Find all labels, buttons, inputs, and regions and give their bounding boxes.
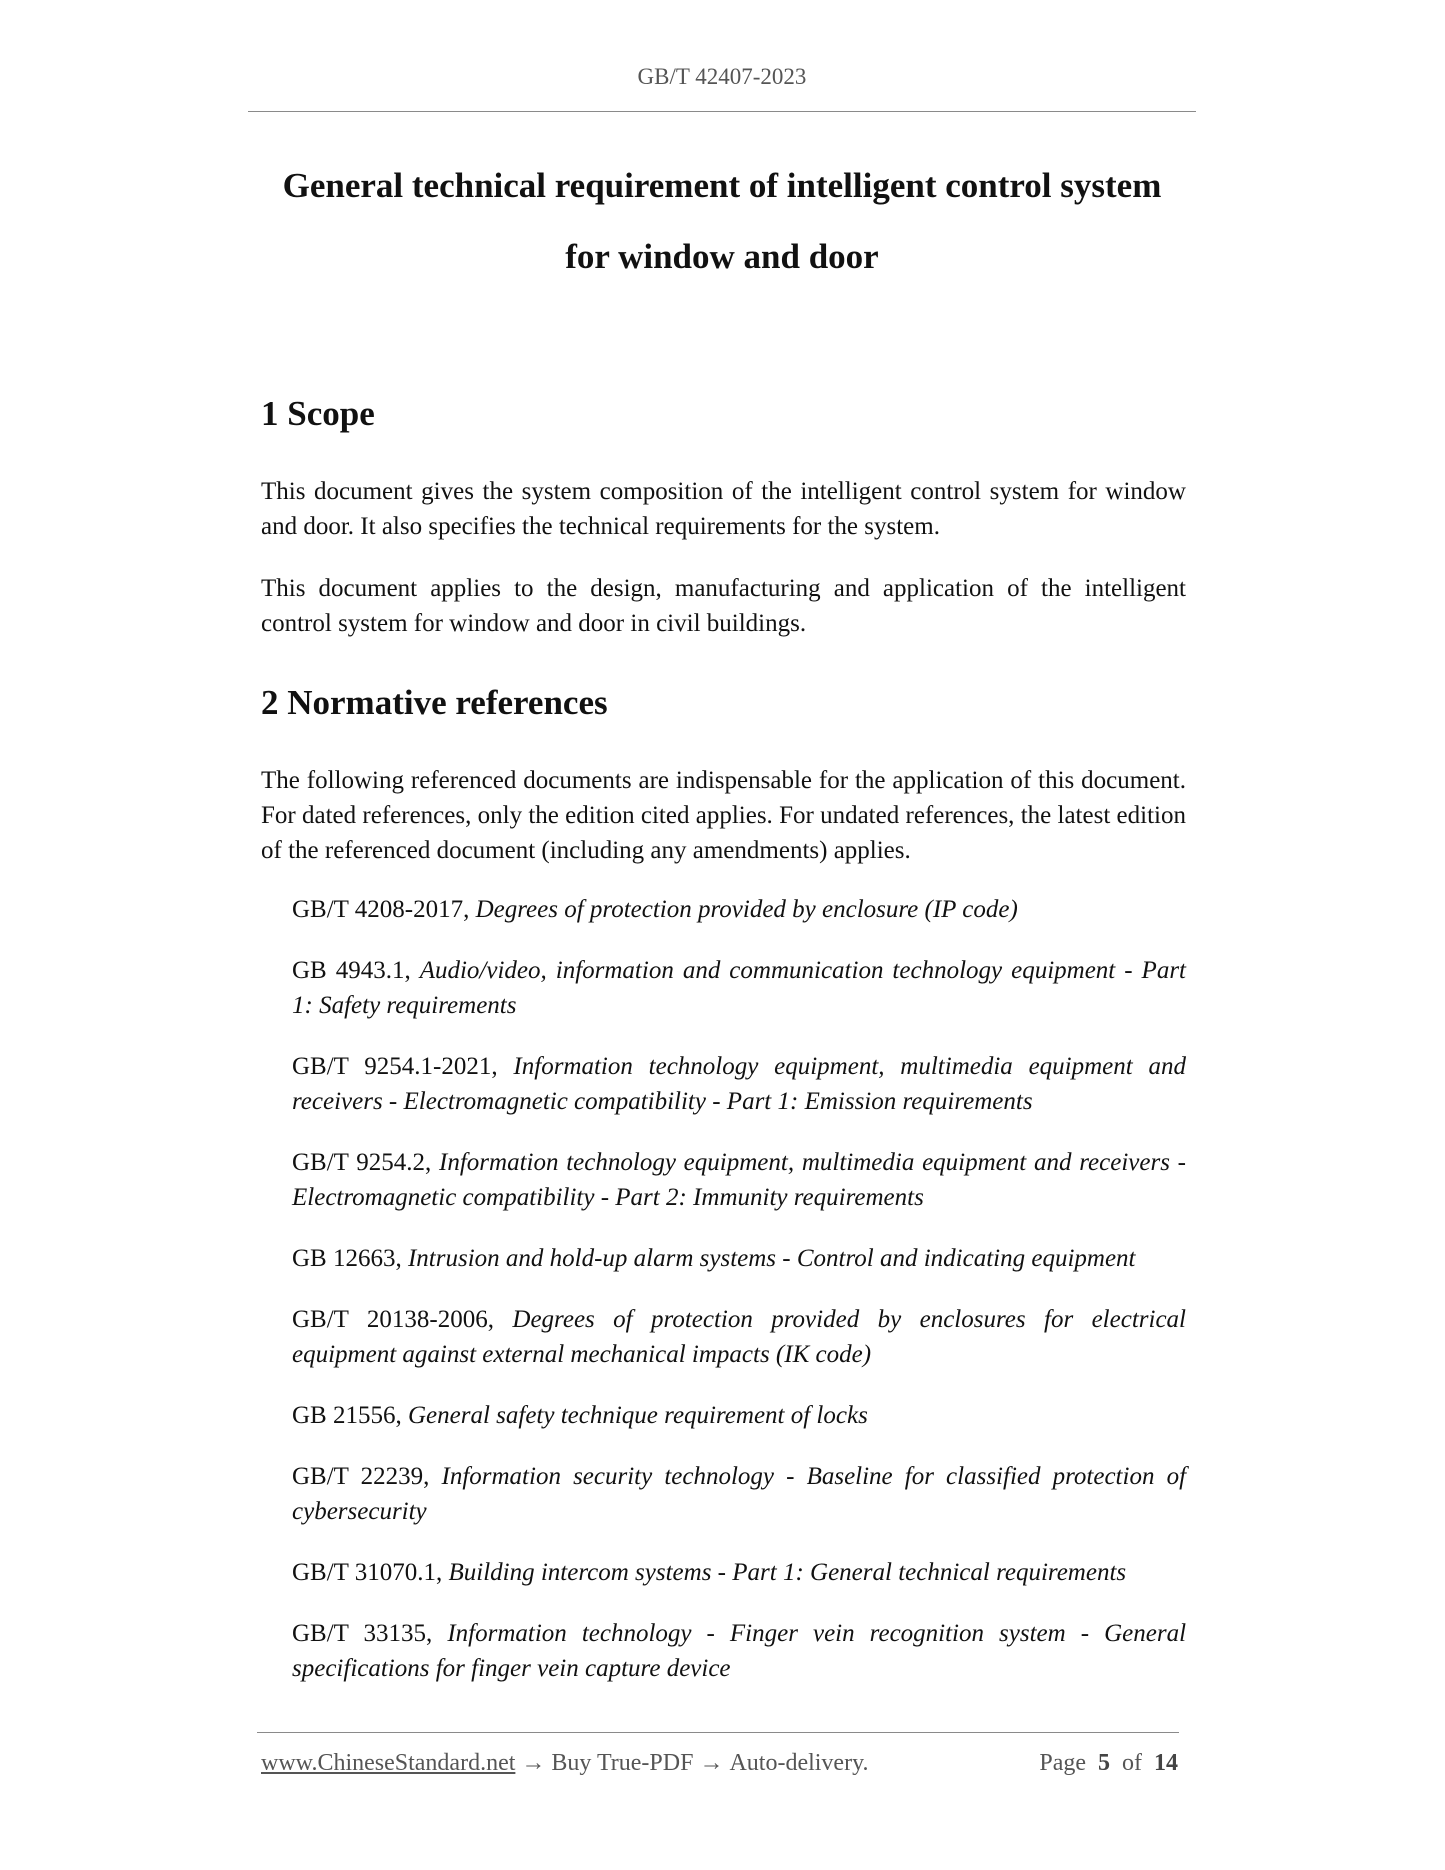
reference-title: Audio/video, information and communication technology equipment - Part 1: Safety requirements [292, 957, 1186, 1019]
document-title-line-2: for window and door [565, 237, 879, 276]
reference-code: GB/T 33135, [292, 1620, 433, 1647]
reference-title: Degrees of protection provided by enclosure (IP code) [475, 896, 1018, 923]
page-of-label: of [1122, 1750, 1142, 1776]
reference-code: GB 4943.1, [292, 957, 411, 984]
reference-item [292, 1049, 1186, 1119]
reference-title: Information technology - Finger vein recognition system - General specifications for finger vein capture device [292, 1620, 1187, 1682]
arrow-right-icon: → [699, 1750, 724, 1776]
reference-item [292, 1241, 1186, 1276]
reference-item [292, 892, 1186, 927]
reference-title: Building intercom systems - Part 1: General technical requirements [448, 1559, 1127, 1586]
reference-item [292, 1555, 1186, 1590]
page-indicator [1039, 1750, 1178, 1777]
reference-list [292, 892, 1186, 1712]
section-heading-scope: 1 Scope [261, 394, 375, 433]
reference-code: GB/T 9254.1-2021, [292, 1053, 498, 1080]
reference-item [292, 1459, 1186, 1529]
reference-item [292, 1616, 1186, 1686]
section-heading-normative-references: 2 Normative references [261, 683, 608, 722]
reference-title: Intrusion and hold-up alarm systems - Control and indicating equipment [407, 1245, 1136, 1272]
page-current: 5 [1098, 1750, 1110, 1776]
document-title [248, 150, 1196, 292]
scope-paragraph-2: This document applies to the design, manufacturing and application of the intelligent control system for window and door in civil buildings. [261, 575, 1186, 637]
reference-title: Information technology equipment, multimedia equipment and receivers - Electromagnetic compatibility - Part 2: Immunity requirements [292, 1149, 1187, 1211]
reference-code: GB/T 31070.1, [292, 1559, 443, 1586]
reference-title: Information technology equipment, multimedia equipment and receivers - Electromagnetic compatibility - Part 1: Emission requirements [292, 1053, 1187, 1115]
header-divider [248, 111, 1196, 112]
buy-pdf-text: Buy True-PDF [551, 1750, 694, 1776]
reference-item [292, 1145, 1186, 1215]
reference-item [292, 1302, 1186, 1372]
page-label: Page [1039, 1750, 1086, 1776]
reference-title: General safety technique requirement of locks [407, 1402, 868, 1429]
normative-references-intro: The following referenced documents are indispensable for the application of this document. For dated references, only the edition cited applies. For undated references, the latest edition of the referenced document (including any amendments) applies. [261, 767, 1186, 864]
arrow-right-icon: → [521, 1750, 546, 1776]
reference-code: GB 12663, [292, 1245, 402, 1272]
page-total: 14 [1154, 1750, 1178, 1776]
page-header: GB/T 42407-2023 [637, 64, 807, 89]
reference-code: GB/T 20138-2006, [292, 1306, 494, 1333]
reference-code: GB 21556, [292, 1402, 402, 1429]
auto-delivery-text: Auto-delivery. [729, 1750, 869, 1776]
website-link[interactable]: www.ChineseStandard.net [261, 1750, 516, 1776]
reference-code: GB/T 9254.2, [292, 1149, 432, 1176]
document-title-line-1: General technical requirement of intelligent control system [282, 166, 1162, 205]
footer-divider [257, 1732, 1179, 1733]
reference-item [292, 1398, 1186, 1433]
reference-code: GB/T 22239, [292, 1463, 430, 1490]
footer-promo [261, 1750, 869, 1777]
reference-title: Degrees of protection provided by enclosures for electrical equipment against external mechanical impacts (IK code) [292, 1306, 1186, 1368]
reference-item [292, 953, 1186, 1023]
reference-title: Information security technology - Baseline for classified protection of cybersecurity [292, 1463, 1187, 1525]
scope-paragraph-1: This document gives the system composition of the intelligent control system for window and door. It also specifies the technical requirements for the system. [261, 478, 1186, 540]
reference-code: GB/T 4208-2017, [292, 896, 470, 923]
page-footer [261, 1750, 1178, 1777]
